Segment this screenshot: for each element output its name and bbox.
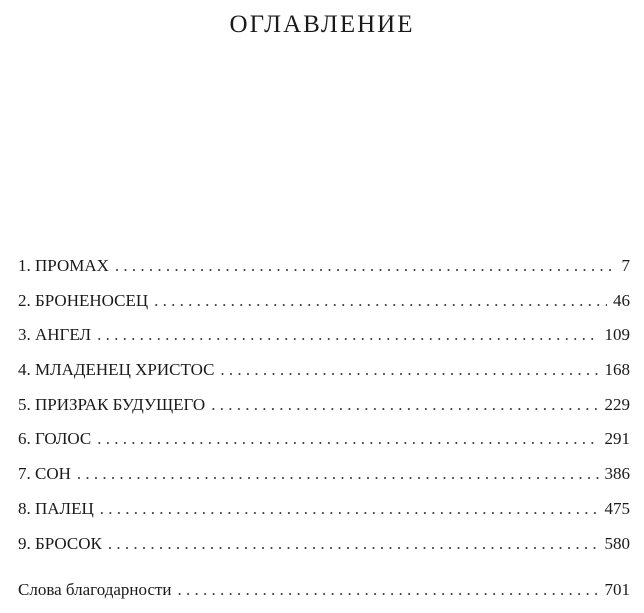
toc-entry-page: 386 xyxy=(604,464,630,484)
toc-entry[interactable] xyxy=(18,462,630,497)
toc-entry-title: 6. ГОЛОС xyxy=(18,429,92,449)
dot-leader xyxy=(220,358,598,382)
toc-entry-title: 3. АНГЕЛ xyxy=(18,325,92,345)
table-of-contents xyxy=(18,254,630,613)
toc-entry-page: 701 xyxy=(604,580,630,600)
dot-leader xyxy=(97,427,598,451)
dot-leader xyxy=(77,462,599,486)
toc-entry[interactable] xyxy=(18,497,630,532)
toc-entry-page: 580 xyxy=(604,533,630,553)
toc-entry[interactable] xyxy=(18,532,630,567)
toc-entry-page: 109 xyxy=(604,325,630,345)
toc-entry-page: 291 xyxy=(604,429,630,449)
toc-entry[interactable] xyxy=(18,358,630,393)
toc-entry-title: 9. БРОСОК xyxy=(18,533,102,553)
toc-entry[interactable] xyxy=(18,393,630,428)
toc-entry[interactable] xyxy=(18,289,630,324)
toc-entry-page: 168 xyxy=(604,360,630,380)
dot-leader xyxy=(97,323,598,347)
toc-entry[interactable] xyxy=(18,427,630,462)
dot-leader xyxy=(108,532,599,556)
toc-entry-acknowledgements[interactable] xyxy=(18,578,630,613)
toc-entry-page: 229 xyxy=(604,394,630,414)
dot-leader xyxy=(115,254,616,278)
dot-leader xyxy=(154,289,607,313)
toc-entry-title: 7. СОН xyxy=(18,464,71,484)
dot-leader xyxy=(100,497,599,521)
dot-leader xyxy=(211,393,598,417)
toc-entry-page: 46 xyxy=(613,290,630,310)
toc-entry-title: 8. ПАЛЕЦ xyxy=(18,498,94,518)
toc-entry-title: 2. БРОНЕНОСЕЦ xyxy=(18,290,149,310)
toc-entry-title: 5. ПРИЗРАК БУДУЩЕГО xyxy=(18,394,206,414)
toc-entry-title: 4. МЛАДЕНЕЦ ХРИСТОС xyxy=(18,360,215,380)
toc-entry-title: Слова благодарности xyxy=(18,580,172,600)
toc-entry-page: 7 xyxy=(621,256,630,275)
toc-entry-page: 475 xyxy=(604,498,630,518)
toc-entry[interactable] xyxy=(18,323,630,358)
toc-entry-title: 1. ПРОМАХ xyxy=(18,256,109,275)
page-title: ОГЛАВЛЕНИЕ xyxy=(229,11,415,38)
dot-leader xyxy=(178,578,599,602)
toc-entry[interactable] xyxy=(18,254,630,289)
